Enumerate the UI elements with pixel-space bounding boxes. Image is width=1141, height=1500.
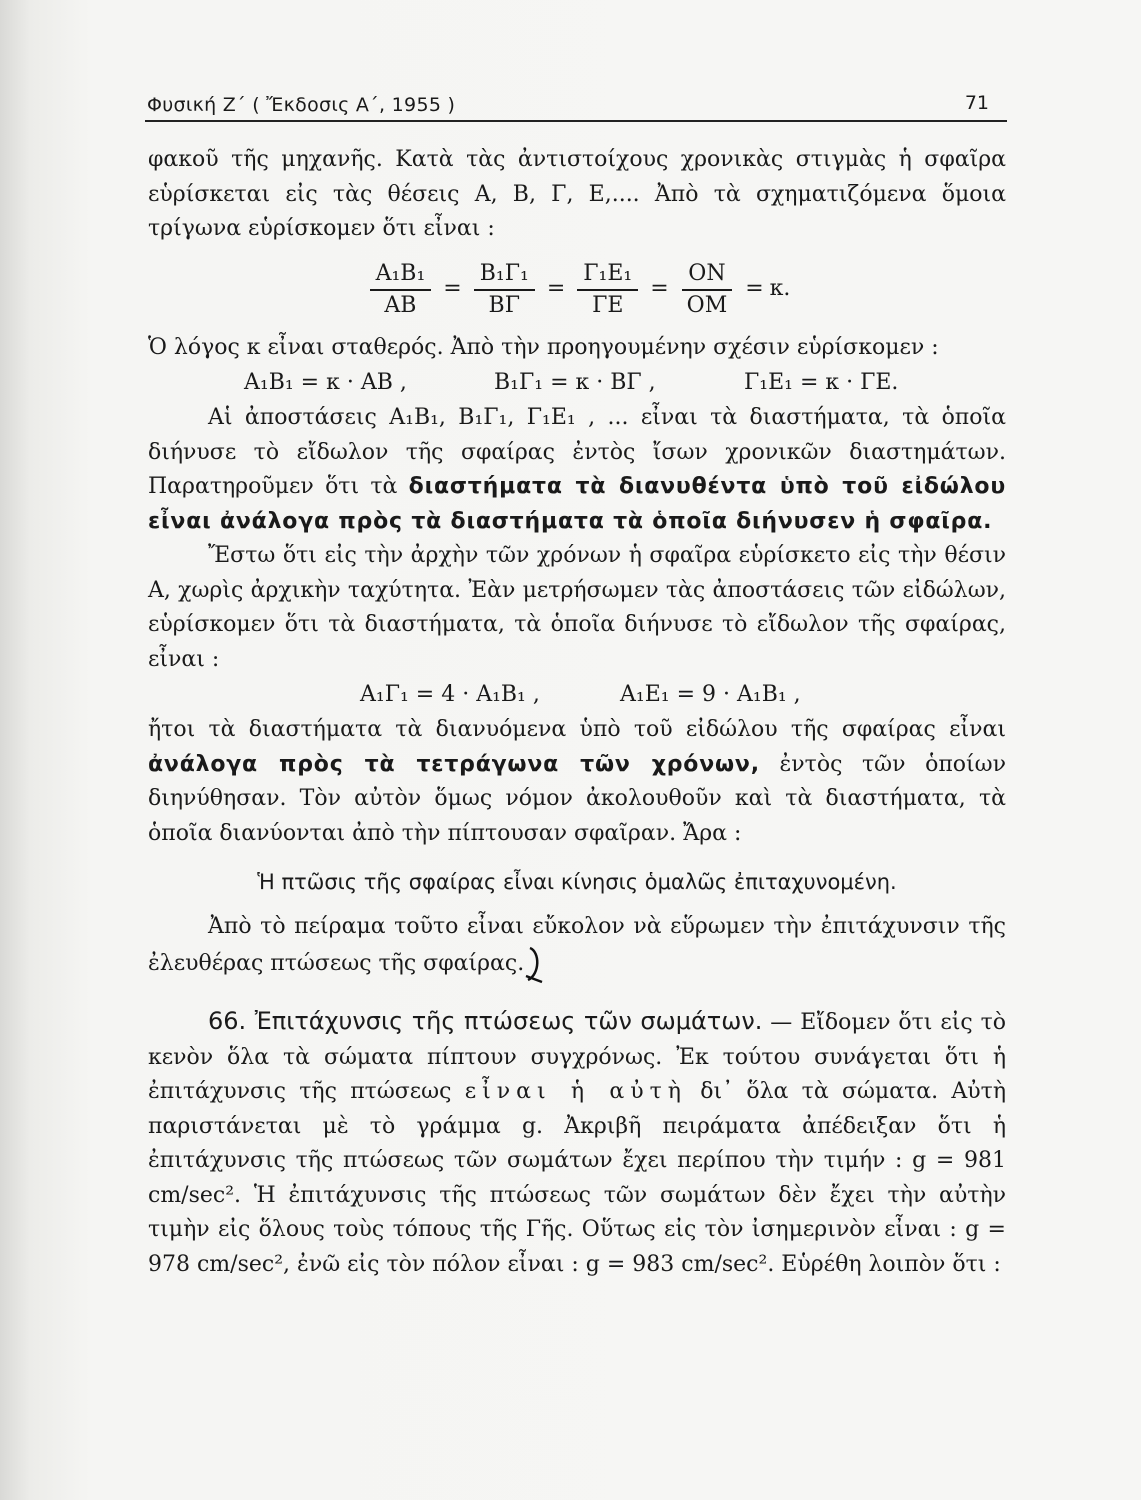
fraction-2: $\frac{\text{Β₁Γ₁}}{B\Gamma}$ bbox=[468, 259, 541, 321]
paragraph-1: φακοῦ τῆς μηχανῆς. Κατὰ τὰς ἀντιστοίχους χρονικὰς στιγμὰς ἡ σφαῖρα εὑρίσκεται εἰς τὰς θέσεις Α, Β, Γ, Ε,.... Ἀπὸ τὰ σχηματιζόμενα ὅμοια τρίγωνα εὑρίσκομεν ὅτι εἶναι : bbox=[148, 147, 1006, 241]
equation-row-2 bbox=[148, 365, 1006, 401]
paragraph-2: Ὁ λόγος κ εἶναι σταθερός. Ἀπὸ τὴν προηγουμένην σχέσιν εὑρίσκομεν : bbox=[148, 334, 939, 360]
handwritten-bracket-mark bbox=[524, 944, 548, 984]
page-body bbox=[148, 143, 1006, 1282]
paragraph-5: ἤτοι τὰ διαστήματα τὰ διανυόμενα ὑπὸ τοῦ εἰδώλου τῆς σφαίρας εἶναι ἀνάλογα πρὸς τὰ τετράγωνα τῶν χρόνων, ἐντὸς τῶν ὁποίων διηνύθησαν. Τὸν αὐτὸν ὅμως νόμον ἀκολουθοῦν καὶ τὰ διαστήματα, τὰ ὁποῖα διανύονται ἀπὸ τὴν πίπτουσαν σφαῖραν. Ἄρα : bbox=[148, 717, 1006, 846]
equation-3b: Α₁Ε₁ = 9 · Α₁Β₁ , bbox=[620, 681, 801, 707]
emphasis-text-2: ἀνάλογα πρὸς τὰ τετράγωνα τῶν χρόνων, bbox=[148, 751, 760, 777]
spacer bbox=[148, 984, 1006, 1004]
law-statement: Ἡ πτῶσις τῆς σφαίρας εἶναι κίνησις ὁμαλῶς ἐπιταχυνομένη. bbox=[257, 870, 897, 894]
fraction-3: $\frac{\text{Γ₁Ε₁}}{\Gamma E}$ bbox=[571, 259, 644, 321]
equation-2a: Α₁Β₁ = κ · ΑΒ , bbox=[244, 369, 407, 395]
paragraph-4: Ἔστω ὅτι εἰς τὴν ἀρχὴν τῶν χρόνων ἡ σφαῖρα εὑρίσκετο εἰς τὴν θέσιν Α, χωρὶς ἀρχικὴν ταχύτητα. Ἐὰν μετρήσωμεν τὰς ἀποστάσεις τῶν εἰδώλων, εὑρίσκομεν ὅτι τὰ διαστήματα, τὰ ὁποῖα διήνυσε τὸ εἴδωλον τῆς σφαίρας, εἶναι : bbox=[148, 543, 1006, 672]
ratio-equation: $\frac{\text{Α₁Β₁}}{AB}$ = $\frac{\text{Β₁Γ₁}}{B\Gamma}$ = $\frac{\text{Γ₁Ε₁}}{\Gamma E}$ = $\frac{ON}{OM}$ = κ. bbox=[148, 251, 1006, 329]
running-header bbox=[145, 84, 1007, 122]
running-title: Φυσική Ζ΄ ( Ἔκδοσις Α΄, 1955 ) bbox=[147, 94, 456, 116]
equation-2c: Γ₁Ε₁ = κ · ΓΕ. bbox=[744, 369, 899, 395]
ratio-constant: κ. bbox=[769, 276, 791, 302]
section-heading: 66. Ἐπιτάχυνσις τῆς πτώσεως τῶν σωμάτων. bbox=[208, 1007, 763, 1035]
spaced-emphasis: εἶναι ἡ αὐτὴ bbox=[464, 1079, 687, 1104]
equation-2b: Β₁Γ₁ = κ · ΒΓ , bbox=[494, 369, 656, 395]
equation-3a: Α₁Γ₁ = 4 · Α₁Β₁ , bbox=[360, 681, 540, 707]
paragraph-3: Αἱ ἀποστάσεις Α₁Β₁, Β₁Γ₁, Γ₁Ε₁ , ... εἶναι τὰ διαστήματα, τὰ ὁποῖα διήνυσε τὸ εἴδωλον τῆς σφαίρας ἐντὸς ἴσων χρονικῶν διαστημάτων. Παρατηροῦμεν ὅτι τὰ διαστήματα τὰ διανυθέντα ὑπὸ τοῦ εἰδώλου εἶναι ἀνάλογα πρὸς τὰ διαστήματα τὰ ὁποῖα διήνυσεν ἡ σφαῖρα. bbox=[148, 405, 1006, 534]
fraction-1: $\frac{\text{Α₁Β₁}}{AB}$ bbox=[364, 259, 438, 321]
fraction-4: $\frac{ON}{OM}$ bbox=[675, 259, 740, 321]
paragraph-6: Ἀπὸ τὸ πείραμα τοῦτο εἶναι εὔκολον νὰ εὕρωμεν τὴν ἐπιτάχυνσιν τῆς ἐλευθέρας πτώσεως τῆς σφαίρας. bbox=[148, 910, 1006, 985]
emphasis-text: διαστήματα τὰ διανυθέντα ὑπὸ τοῦ εἰδώλου εἶναι ἀνάλογα πρὸς τὰ διαστήματα τὰ ὁποῖα διήνυσεν ἡ σφαῖρα. bbox=[148, 474, 1006, 534]
equation-row-3 bbox=[148, 677, 1006, 713]
section-66: 66. Ἐπιτάχυνσις τῆς πτώσεως τῶν σωμάτων. — Εἴδομεν ὅτι εἰς τὸ κενὸν ὅλα τὰ σώματα πίπτουν συγχρόνως. Ἐκ τούτου συνάγεται ὅτι ἡ ἐπιτάχυνσις τῆς πτώσεως εἶναι ἡ αὐτὴ δι᾽ ὅλα τὰ σώματα. Αὐτὴ παριστάνεται μὲ τὸ γράμμα g. Ἀκριβῆ πειράματα ἀπέδειξαν ὅτι ἡ ἐπιτάχυνσις τῆς πτώσεως τῶν σωμάτων ἔχει περίπου τὴν τιμήν : g = 981 cm/sec². Ἡ ἐπιτάχυνσις τῆς πτώσεως τῶν σωμάτων δὲν ἔχει τὴν αὐτὴν τιμὴν εἰς ὅλους τοὺς τόπους τῆς Γῆς. Οὕτως εἰς τὸν ἰσημερινὸν εἶναι : g = 978 cm/sec², ἐνῶ εἰς τὸν πόλον εἶναι : g = 983 cm/sec². Εὑρέθη λοιπὸν ὅτι : bbox=[148, 1007, 1006, 1277]
page-number: 71 bbox=[964, 92, 989, 114]
